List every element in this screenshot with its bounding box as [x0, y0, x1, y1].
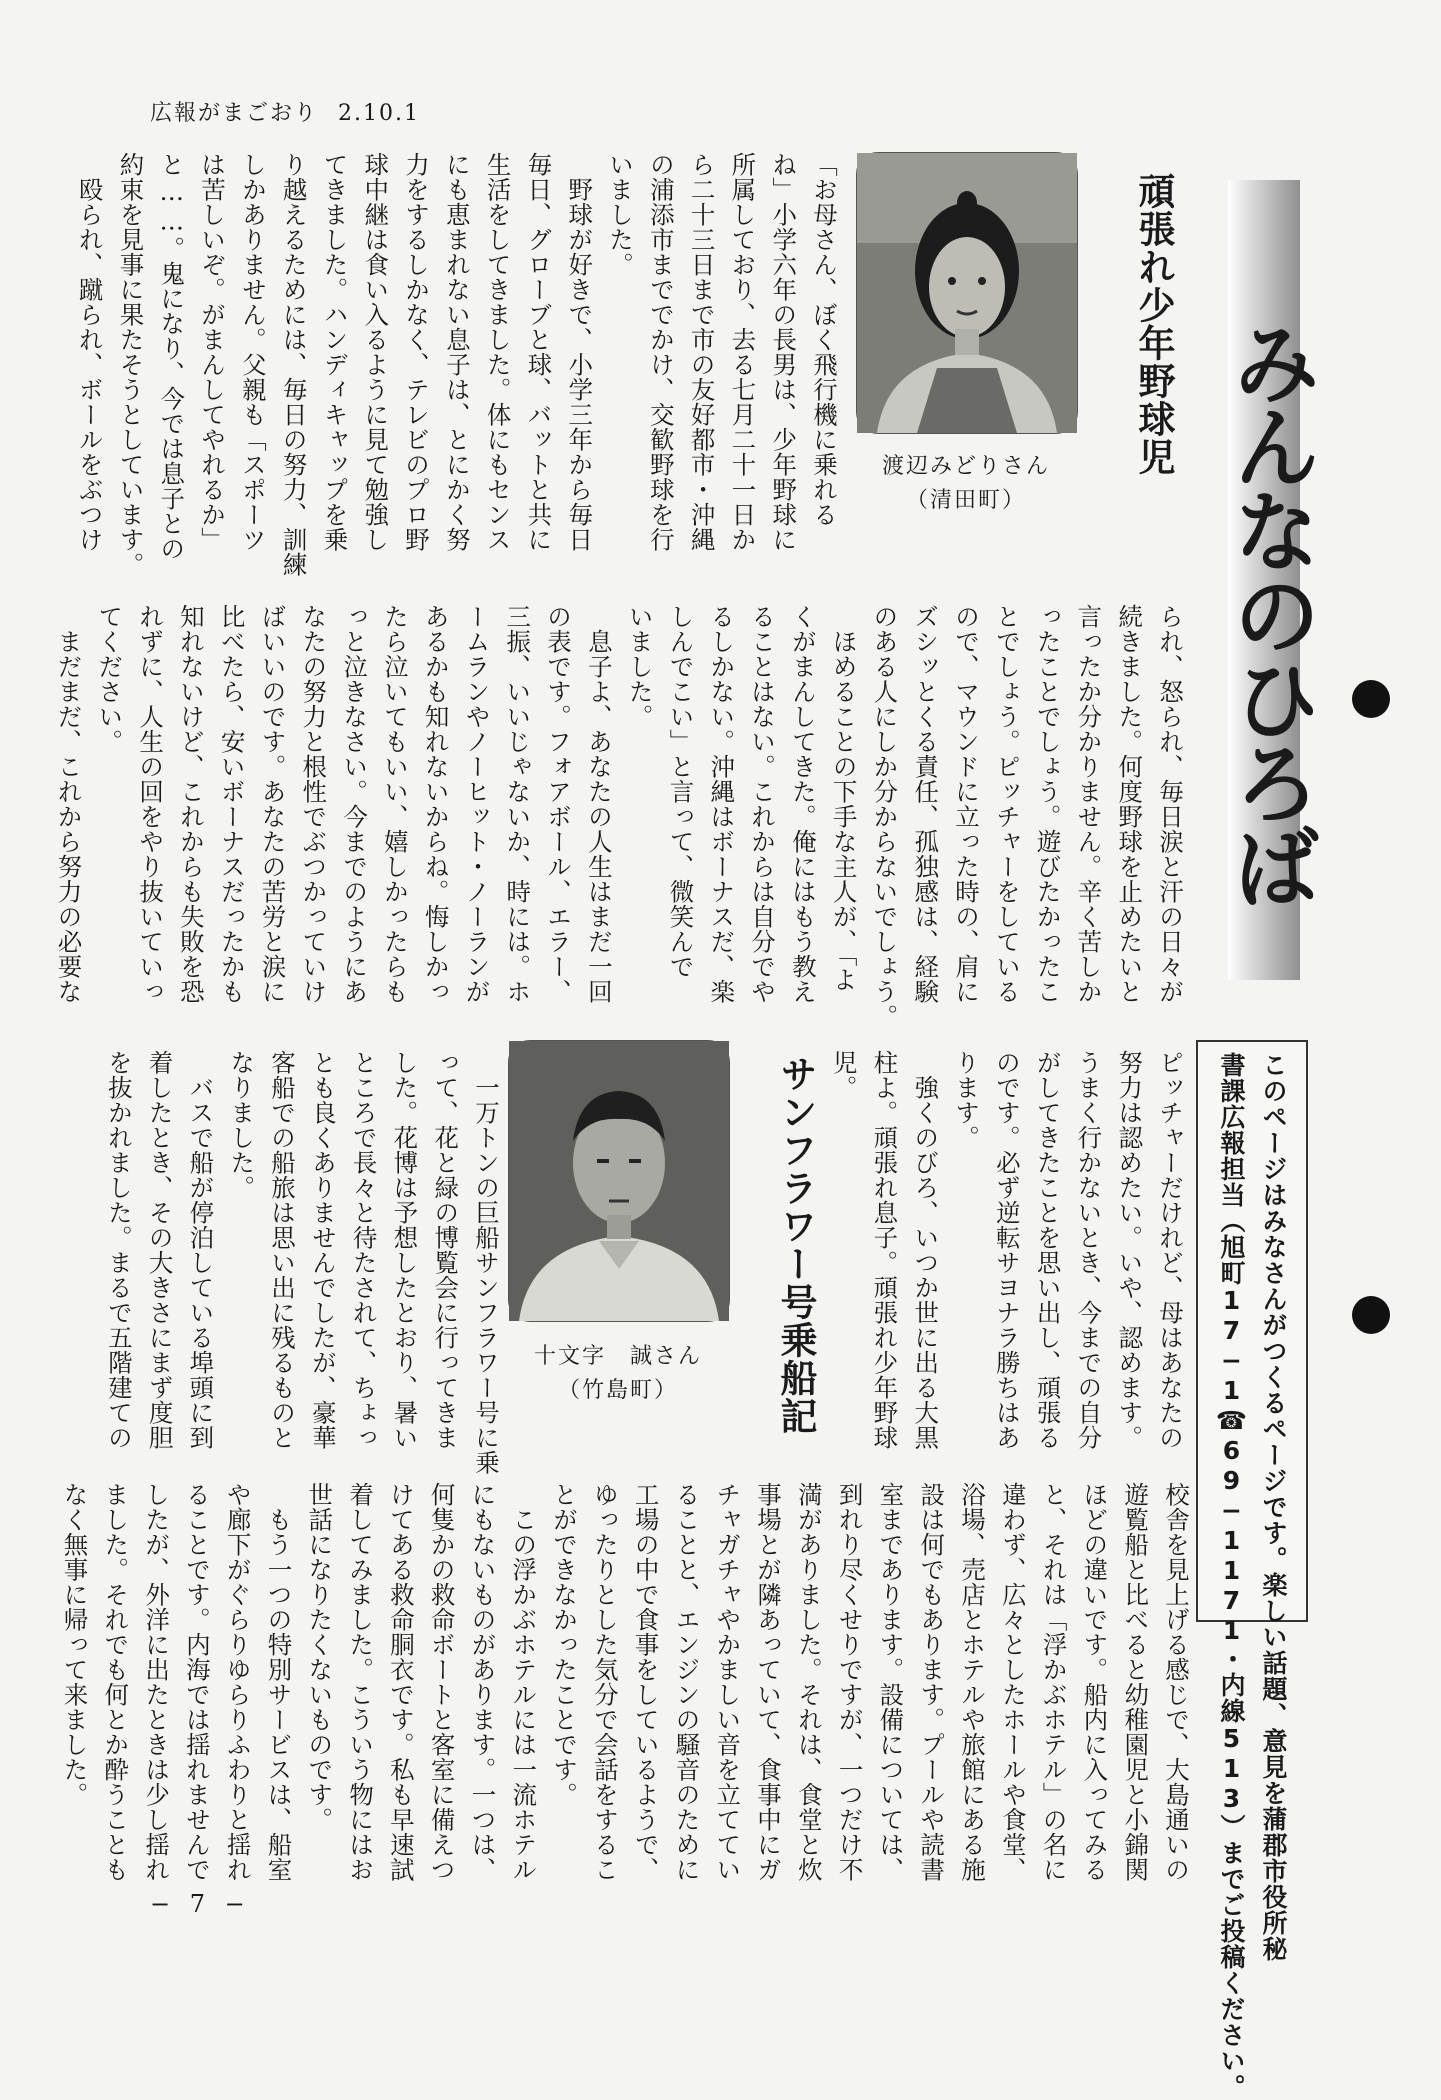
page-number: − 7 −: [150, 1890, 251, 1918]
article2-column-2: 校舎を見上げる感じで、大島通いの 遊覧船と比べると幼稚園児と小錦関 ほどの違いです。船内に入ってみる と、それは「浮かぶホテル」の名に 違わず、広々としたホールや食堂、 浴場、売店とホテルや旅館にある施 設は何でもあります。プールや読書 室まであります。設備については、 到れり尽くせりですが、一つだけ不 満がありました。それは、食堂と炊 事場とが隣あっていて、食事中にガ チャガチャやかましい音を立ててい ることと、エンジンの騒音のために 工場の中で食事をしているようで、 ゆったりとした気分で会話をするこ とができなかったことです。 この浮かぶホテルには一流ホテル にもないものがあります。一つは、 何隻かの救命ボートと客室に備えつ けてある救命胴衣です。私も早速試 着してみました。こういう物にはお 世話になりたくないものです。 もう一つの特別サービスは、船室 や廊下がぐらりゆらりふわりと揺れ ることです。内海では揺れませんで したが、外洋に出たときは少し揺れ ました。それでも何とか酔うことも なく無事に帰って来ました。: [60, 1482, 1191, 1882]
decorative-dot-bottom: [1352, 1296, 1390, 1334]
article2-author-town: （竹島町）: [557, 1378, 678, 1403]
article1-author-photo: [856, 152, 1078, 434]
submission-notice: [1196, 1040, 1308, 2100]
notice-line-1: このページはみなさんがつくるページです。楽しい話題、意見を蒲郡市役所秘: [1259, 1052, 1288, 1962]
article1-author-town: （清田町）: [905, 488, 1026, 513]
portrait-man-icon: [509, 1041, 729, 1321]
article2-author-name: 十文字 誠さん: [533, 1344, 702, 1369]
issue-date: 2.10.1: [338, 101, 420, 126]
page-header: [150, 96, 420, 127]
publication-name: 広報がまごおり: [150, 101, 319, 126]
article1-author-name: 渡辺みどりさん: [881, 454, 1050, 479]
article2-title: サンフラワー号乗船記: [774, 1055, 817, 1435]
article1-author-caption: [856, 450, 1076, 518]
article1-column-2: られ、怒られ、毎日涙と汗の日々が 続きました。何度野球を止めたいと 言ったか分かりません。辛く苦しか ったことでしょう。遊びたかったこ とでしょう。ピッチャーをしている ので、マウンドに立った時の、肩に ズシッとくる責任、孤独感は、経験 のある人にしか分からないでしょう。 ほめることの下手な主人が、「よ くがまんしてきた。俺にはもう教え ることはない。これからは自分でや るしかない。沖縄はボーナスだ、楽 しんでこい」と言って、微笑んで いました。 息子よ、あなたの人生はまだ一回 の表です。フォアボール、エラー、 三振、いいじゃないか、時には。ホ ームランやノーヒット・ノーランが あるかも知れないからね。悔しかっ たら泣いてもいい、嬉しかったらも っと泣きなさい。今までのようにあ なたの努力と根性でぶつかっていけ ばいいのです。あなたの苦労と涙に 比べたら、安いボーナスだったかも 知れないけど、これからも失敗を恐 れずに、人生の回をやり抜いていっ てください。 まだまだ、これから努力の必要な: [54, 604, 1185, 1029]
article2-author-photo: [508, 1040, 730, 1322]
decorative-dot-top: [1352, 680, 1390, 718]
article1-column-1: 「お母さん、ぼく飛行機に乗れる ね」小学六年の長男は、少年野球に 所属しており、去る七月二十一日か ら二十三日まで市の友好都市・沖縄 の浦添市まででかけ、交歓野球を行 いました。 野球が好きで、小学三年から毎日 毎日、グローブと球、バットと共に 生活をしてきました。体にもセンス にも恵まれない息子は、とにかく努 力をするしかなく、テレビのプロ野 球中継は食い入るように見て勉強し てきました。ハンディキャップを乗 り越えるためには、毎日の努力、訓練 しかありません。父親も「スポーツ は苦しいぞ。がまんしてやれるか」 と……。鬼になり、今では息子との 約束を見事に果たそうとしています。 殴られ、蹴られ、ボールをぶつけ: [75, 152, 839, 577]
article1-column-3: ピッチャーだけれど、母はあなたの 努力は認めたい。いや、認めます。 うまく行かないとき、今までの自分 がしてきたことを思い出し、頑張る のです。必ず逆転サヨナラ勝ちはあ ります。 強くのびろ、いつか世に出る大黒 柱よ。頑張れ息子。頑張れ少年野球 児。: [829, 1050, 1185, 1450]
portrait-woman-icon: [857, 153, 1077, 433]
notice-line-2: 書課広報担当（旭町17−1☎69−1171・内線513）までご投稿ください。: [1217, 1052, 1246, 2100]
section-title: みんなのひろば: [1219, 318, 1322, 906]
article1-title: 頑張れ少年野球児: [1132, 172, 1175, 476]
article2-column-1: 一万トンの巨船サンフラワー号に乗 って、花と緑の博覧会に行ってきま した。花博は予想したとおり、暑い ところで長々と待たされて、ちょっ とも良くありませんでしたが、豪華 客船での船旅は思い出に残るものと なりました。 バスで船が停泊している埠頭に到 着したとき、その大きさにまず度胆 を抜かれました。まるで五階建ての: [104, 1050, 501, 1475]
article2-author-caption: [508, 1340, 728, 1408]
